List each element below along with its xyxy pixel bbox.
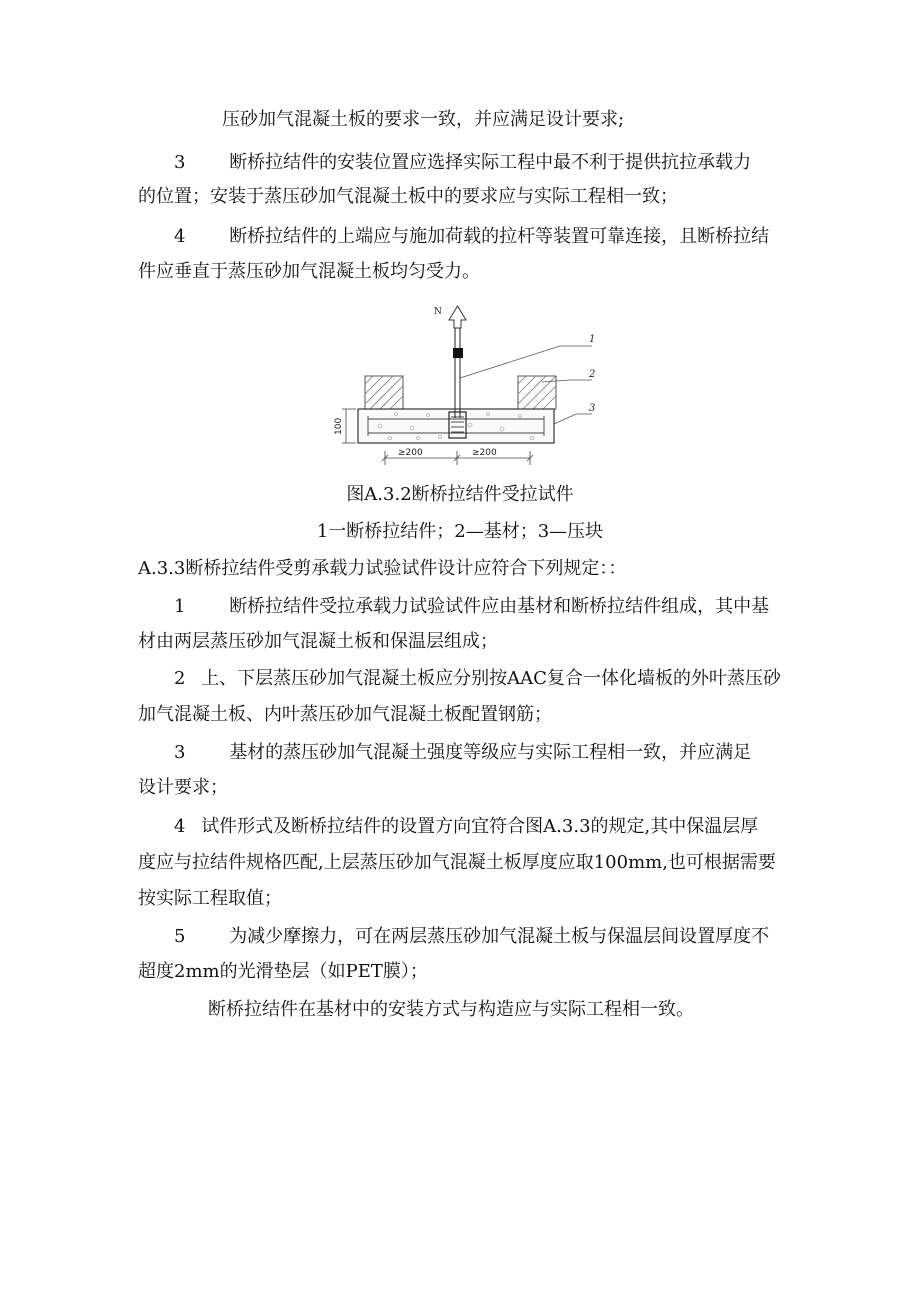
width-left-label: ≥200 [398, 448, 423, 458]
item-text: 为减少摩擦力，可在两层蒸压砂加气混凝土板与保温层间设置厚度不 [229, 926, 770, 947]
item-number: 3 [174, 152, 186, 173]
substrate-left [365, 376, 403, 409]
text-line: 加气混凝土板、内叶蒸压砂加气混凝土板配置钢筋； [138, 704, 552, 725]
text-line: 的位置；安装于蒸压砂加气混凝土板中的要求应与实际工程相一致； [138, 186, 678, 207]
item-number: 4 [174, 816, 186, 837]
callout-2: 2 [589, 369, 596, 380]
text-line: 断桥拉结件在基材中的安装方式与构造应与实际工程相一致。 [208, 999, 694, 1020]
item-text: 试件形式及断桥拉结件的设置方向宜符合图A.3.3的规定,其中保温层厚 [201, 816, 759, 837]
height-label: 100 [334, 417, 344, 435]
list-item-2 [174, 667, 781, 691]
text-line: 超度2mm的光滑垫层（如PET膜）； [138, 961, 428, 982]
item-text: 基材的蒸压砂加气混凝土强度等级应与实际工程相一致，并应满足 [229, 742, 752, 763]
callout-3: 3 [589, 403, 596, 414]
text-line: 压砂加气混凝土板的要求一致，并应满足设计要求; [222, 109, 625, 130]
figure-caption: 图A.3.2断桥拉结件受拉试件 [346, 484, 574, 505]
text-line: 按实际工程取值； [138, 888, 282, 909]
list-item-3 [174, 151, 751, 175]
tensile-specimen-figure [330, 298, 630, 478]
callout-1: 1 [589, 334, 596, 345]
list-item-1 [174, 595, 769, 619]
item-number: 3 [174, 742, 186, 763]
substrate-right [518, 376, 556, 409]
item-number: 5 [174, 926, 186, 947]
force-arrow [449, 306, 466, 328]
height-dimension [342, 409, 356, 443]
force-label: N [434, 307, 442, 317]
list-item-4b [174, 815, 758, 839]
list-item-3b [174, 741, 751, 765]
figure-legend: 1一断桥拉结件；2—基材；3—压块 [316, 521, 604, 542]
item-text: 断桥拉结件的安装位置应选择实际工程中最不利于提供抗拉承载力 [229, 152, 752, 173]
list-item-5 [174, 925, 769, 949]
item-number: 2 [174, 668, 186, 689]
text-line: 设计要求； [138, 777, 228, 798]
text-line: 材由两层蒸压砂加气混凝土板和保温层组成； [138, 631, 498, 652]
text-line: 度应与拉结件规格匹配,上层蒸压砂加气混凝土板厚度应取100mm,也可根据需要 [138, 852, 776, 873]
item-number: 1 [174, 596, 186, 617]
section-heading: A.3.3断桥拉结件受剪承载力试验试件设计应符合下列规定：： [138, 558, 627, 579]
item-number: 4 [174, 226, 186, 247]
item-text: 上、下层蒸压砂加气混凝土板应分别按AAC复合一体化墙板的外叶蒸压砂 [201, 668, 781, 689]
item-text: 断桥拉结件的上端应与施加荷载的拉杆等装置可靠连接，且断桥拉结 [229, 226, 770, 247]
item-text: 断桥拉结件受拉承载力试验试件应由基材和断桥拉结件组成，其中基 [229, 596, 770, 617]
width-right-label: ≥200 [472, 448, 497, 458]
list-item-4 [174, 225, 769, 249]
text-line: 件应垂直于蒸压砂加气混凝土板均匀受力。 [138, 261, 480, 282]
